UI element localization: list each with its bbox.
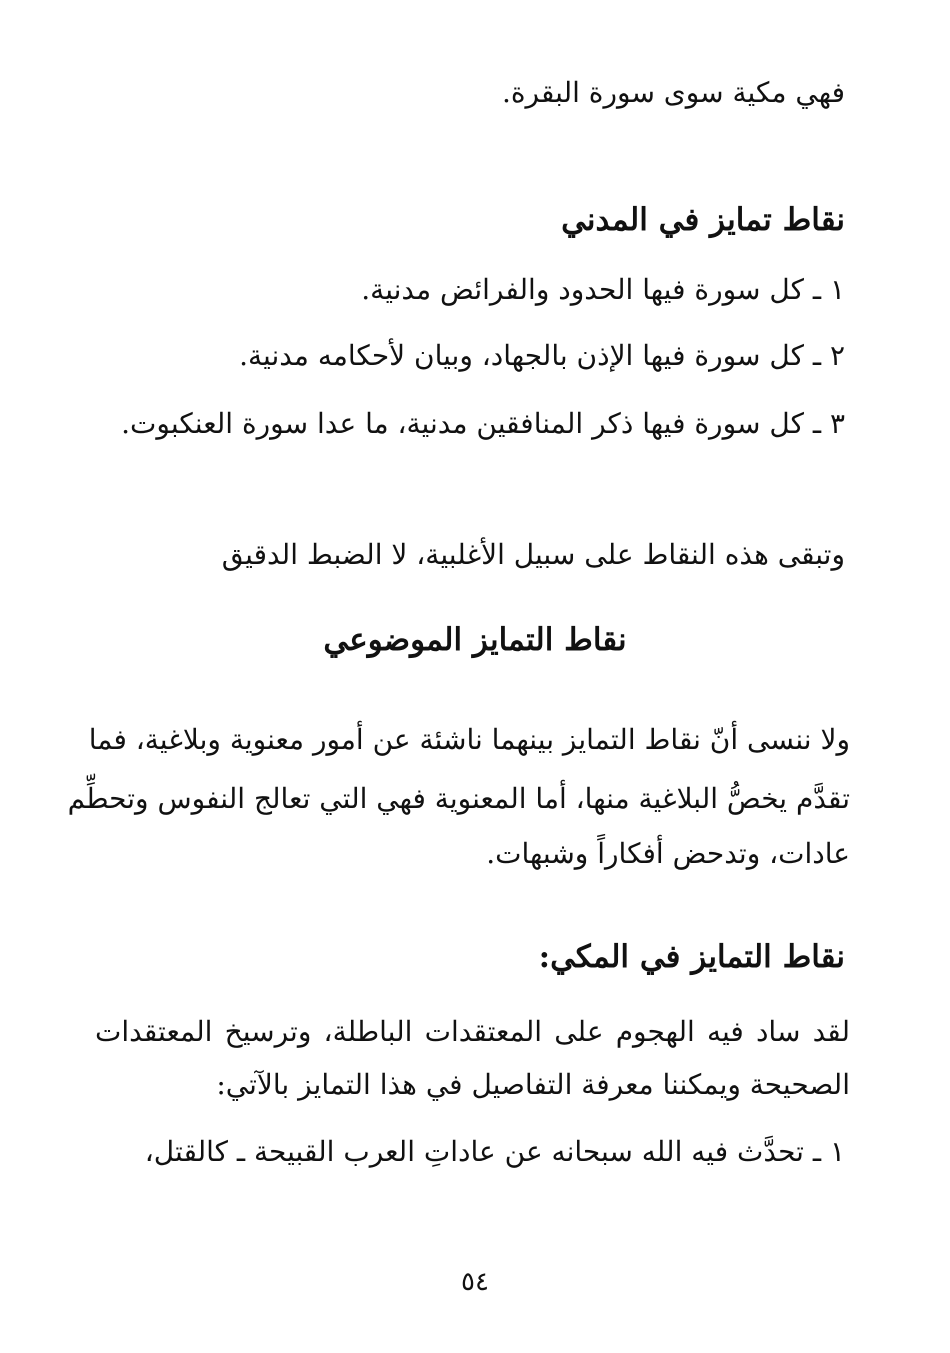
paragraph-makki-line-1: لقد ساد فيه الهجوم على المعتقدات الباطلة، وترسيخ المعتقدات	[95, 1015, 850, 1048]
paragraph-thematic-line-3: عادات، وتدحض أفكاراً وشبهات.	[486, 837, 850, 870]
heading-makki-points: نقاط التمايز في المكي:	[538, 939, 845, 975]
list-item-makki-1: ١ ـ تحدَّث فيه الله سبحانه عن عاداتِ العرب القبيحة ـ كالقتل،	[144, 1135, 845, 1168]
paragraph-makki-line-2: الصحيحة ويمكننا معرفة التفاصيل في هذا التمايز بالآتي:	[216, 1068, 850, 1101]
paragraph-majority-note: وتبقى هذه النقاط على سبيل الأغلبية، لا الضبط الدقيق	[221, 538, 845, 571]
text-line-intro: فهي مكية سوى سورة البقرة.	[501, 76, 845, 109]
list-item-3: ٣ ـ كل سورة فيها ذكر المنافقين مدنية، ما عدا سورة العنكبوت.	[121, 407, 845, 440]
page-number: ٥٤	[461, 1267, 489, 1297]
list-item-1: ١ ـ كل سورة فيها الحدود والفرائض مدنية.	[361, 273, 845, 306]
list-item-2: ٢ ـ كل سورة فيها الإذن بالجهاد، وبيان لأحكامه مدنية.	[239, 339, 845, 372]
paragraph-thematic-line-2: تقدَّم يخصُّ البلاغية منها، أما المعنوية فهي التي تعالج النفوس وتحطِّم	[67, 782, 850, 815]
paragraph-thematic-line-1: ولا ننسى أنّ نقاط التمايز بينهما ناشئة عن أمور معنوية وبلاغية، فما	[88, 723, 850, 756]
heading-madani-points: نقاط تمايز في المدني	[561, 202, 845, 238]
heading-thematic-points: نقاط التمايز الموضوعي	[323, 622, 627, 658]
